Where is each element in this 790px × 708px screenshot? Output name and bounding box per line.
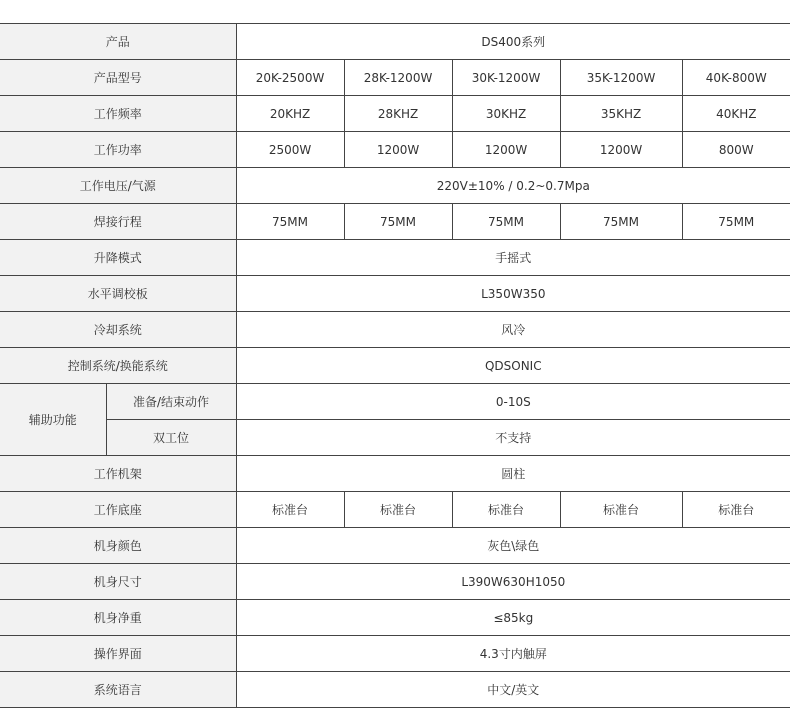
row-weight <box>0 600 790 636</box>
value-power-2: 1200W <box>344 132 452 168</box>
value-model-4: 35K-1200W <box>560 60 682 96</box>
label-frequency: 工作频率 <box>0 96 236 132</box>
value-lift: 手摇式 <box>236 240 790 276</box>
value-color: 灰色\绿色 <box>236 528 790 564</box>
value-base-3: 标准台 <box>452 492 560 528</box>
value-power-3: 1200W <box>452 132 560 168</box>
label-model: 产品型号 <box>0 60 236 96</box>
label-language: 系统语言 <box>0 672 236 708</box>
label-stroke: 焊接行程 <box>0 204 236 240</box>
value-cooling: 风冷 <box>236 312 790 348</box>
value-aux-dual: 不支持 <box>236 420 790 456</box>
row-model <box>0 60 790 96</box>
value-model-3: 30K-1200W <box>452 60 560 96</box>
value-leveling: L350W350 <box>236 276 790 312</box>
value-stroke-2: 75MM <box>344 204 452 240</box>
row-voltage <box>0 168 790 204</box>
row-product <box>0 24 790 60</box>
label-leveling: 水平调校板 <box>0 276 236 312</box>
value-base-1: 标准台 <box>236 492 344 528</box>
value-model-2: 28K-1200W <box>344 60 452 96</box>
row-cooling <box>0 312 790 348</box>
row-size <box>0 564 790 600</box>
value-model-5: 40K-800W <box>682 60 790 96</box>
row-frequency <box>0 96 790 132</box>
value-stroke-5: 75MM <box>682 204 790 240</box>
row-stroke <box>0 204 790 240</box>
value-size: L390W630H1050 <box>236 564 790 600</box>
label-aux-ready: 准备/结束动作 <box>106 384 236 420</box>
value-frequency-5: 40KHZ <box>682 96 790 132</box>
value-frequency-2: 28KHZ <box>344 96 452 132</box>
row-frame <box>0 456 790 492</box>
label-voltage: 工作电压/气源 <box>0 168 236 204</box>
value-frequency-4: 35KHZ <box>560 96 682 132</box>
value-weight: ≤85kg <box>236 600 790 636</box>
label-interface: 操作界面 <box>0 636 236 672</box>
value-power-5: 800W <box>682 132 790 168</box>
row-aux-ready <box>0 384 790 420</box>
value-control: QDSONIC <box>236 348 790 384</box>
row-interface <box>0 636 790 672</box>
label-weight: 机身净重 <box>0 600 236 636</box>
label-color: 机身颜色 <box>0 528 236 564</box>
row-power <box>0 132 790 168</box>
value-stroke-1: 75MM <box>236 204 344 240</box>
label-base: 工作底座 <box>0 492 236 528</box>
value-product: DS400系列 <box>236 24 790 60</box>
value-base-2: 标准台 <box>344 492 452 528</box>
value-model-1: 20K-2500W <box>236 60 344 96</box>
label-aux: 辅助功能 <box>0 384 106 456</box>
label-control: 控制系统/换能系统 <box>0 348 236 384</box>
value-stroke-4: 75MM <box>560 204 682 240</box>
spec-table <box>0 23 790 708</box>
value-base-5: 标准台 <box>682 492 790 528</box>
value-frequency-3: 30KHZ <box>452 96 560 132</box>
value-stroke-3: 75MM <box>452 204 560 240</box>
label-lift: 升降模式 <box>0 240 236 276</box>
row-language <box>0 672 790 708</box>
value-language: 中文/英文 <box>236 672 790 708</box>
value-interface: 4.3寸内触屏 <box>236 636 790 672</box>
label-product: 产品 <box>0 24 236 60</box>
row-control <box>0 348 790 384</box>
row-leveling <box>0 276 790 312</box>
value-power-4: 1200W <box>560 132 682 168</box>
row-aux-dual <box>0 420 790 456</box>
value-voltage: 220V±10% / 0.2~0.7Mpa <box>236 168 790 204</box>
row-lift <box>0 240 790 276</box>
row-color <box>0 528 790 564</box>
label-aux-dual: 双工位 <box>106 420 236 456</box>
value-aux-ready: 0-10S <box>236 384 790 420</box>
value-frequency-1: 20KHZ <box>236 96 344 132</box>
label-frame: 工作机架 <box>0 456 236 492</box>
value-frame: 圆柱 <box>236 456 790 492</box>
row-base <box>0 492 790 528</box>
spec-sheet <box>0 23 790 708</box>
label-power: 工作功率 <box>0 132 236 168</box>
value-base-4: 标准台 <box>560 492 682 528</box>
value-power-1: 2500W <box>236 132 344 168</box>
label-cooling: 冷却系统 <box>0 312 236 348</box>
label-size: 机身尺寸 <box>0 564 236 600</box>
